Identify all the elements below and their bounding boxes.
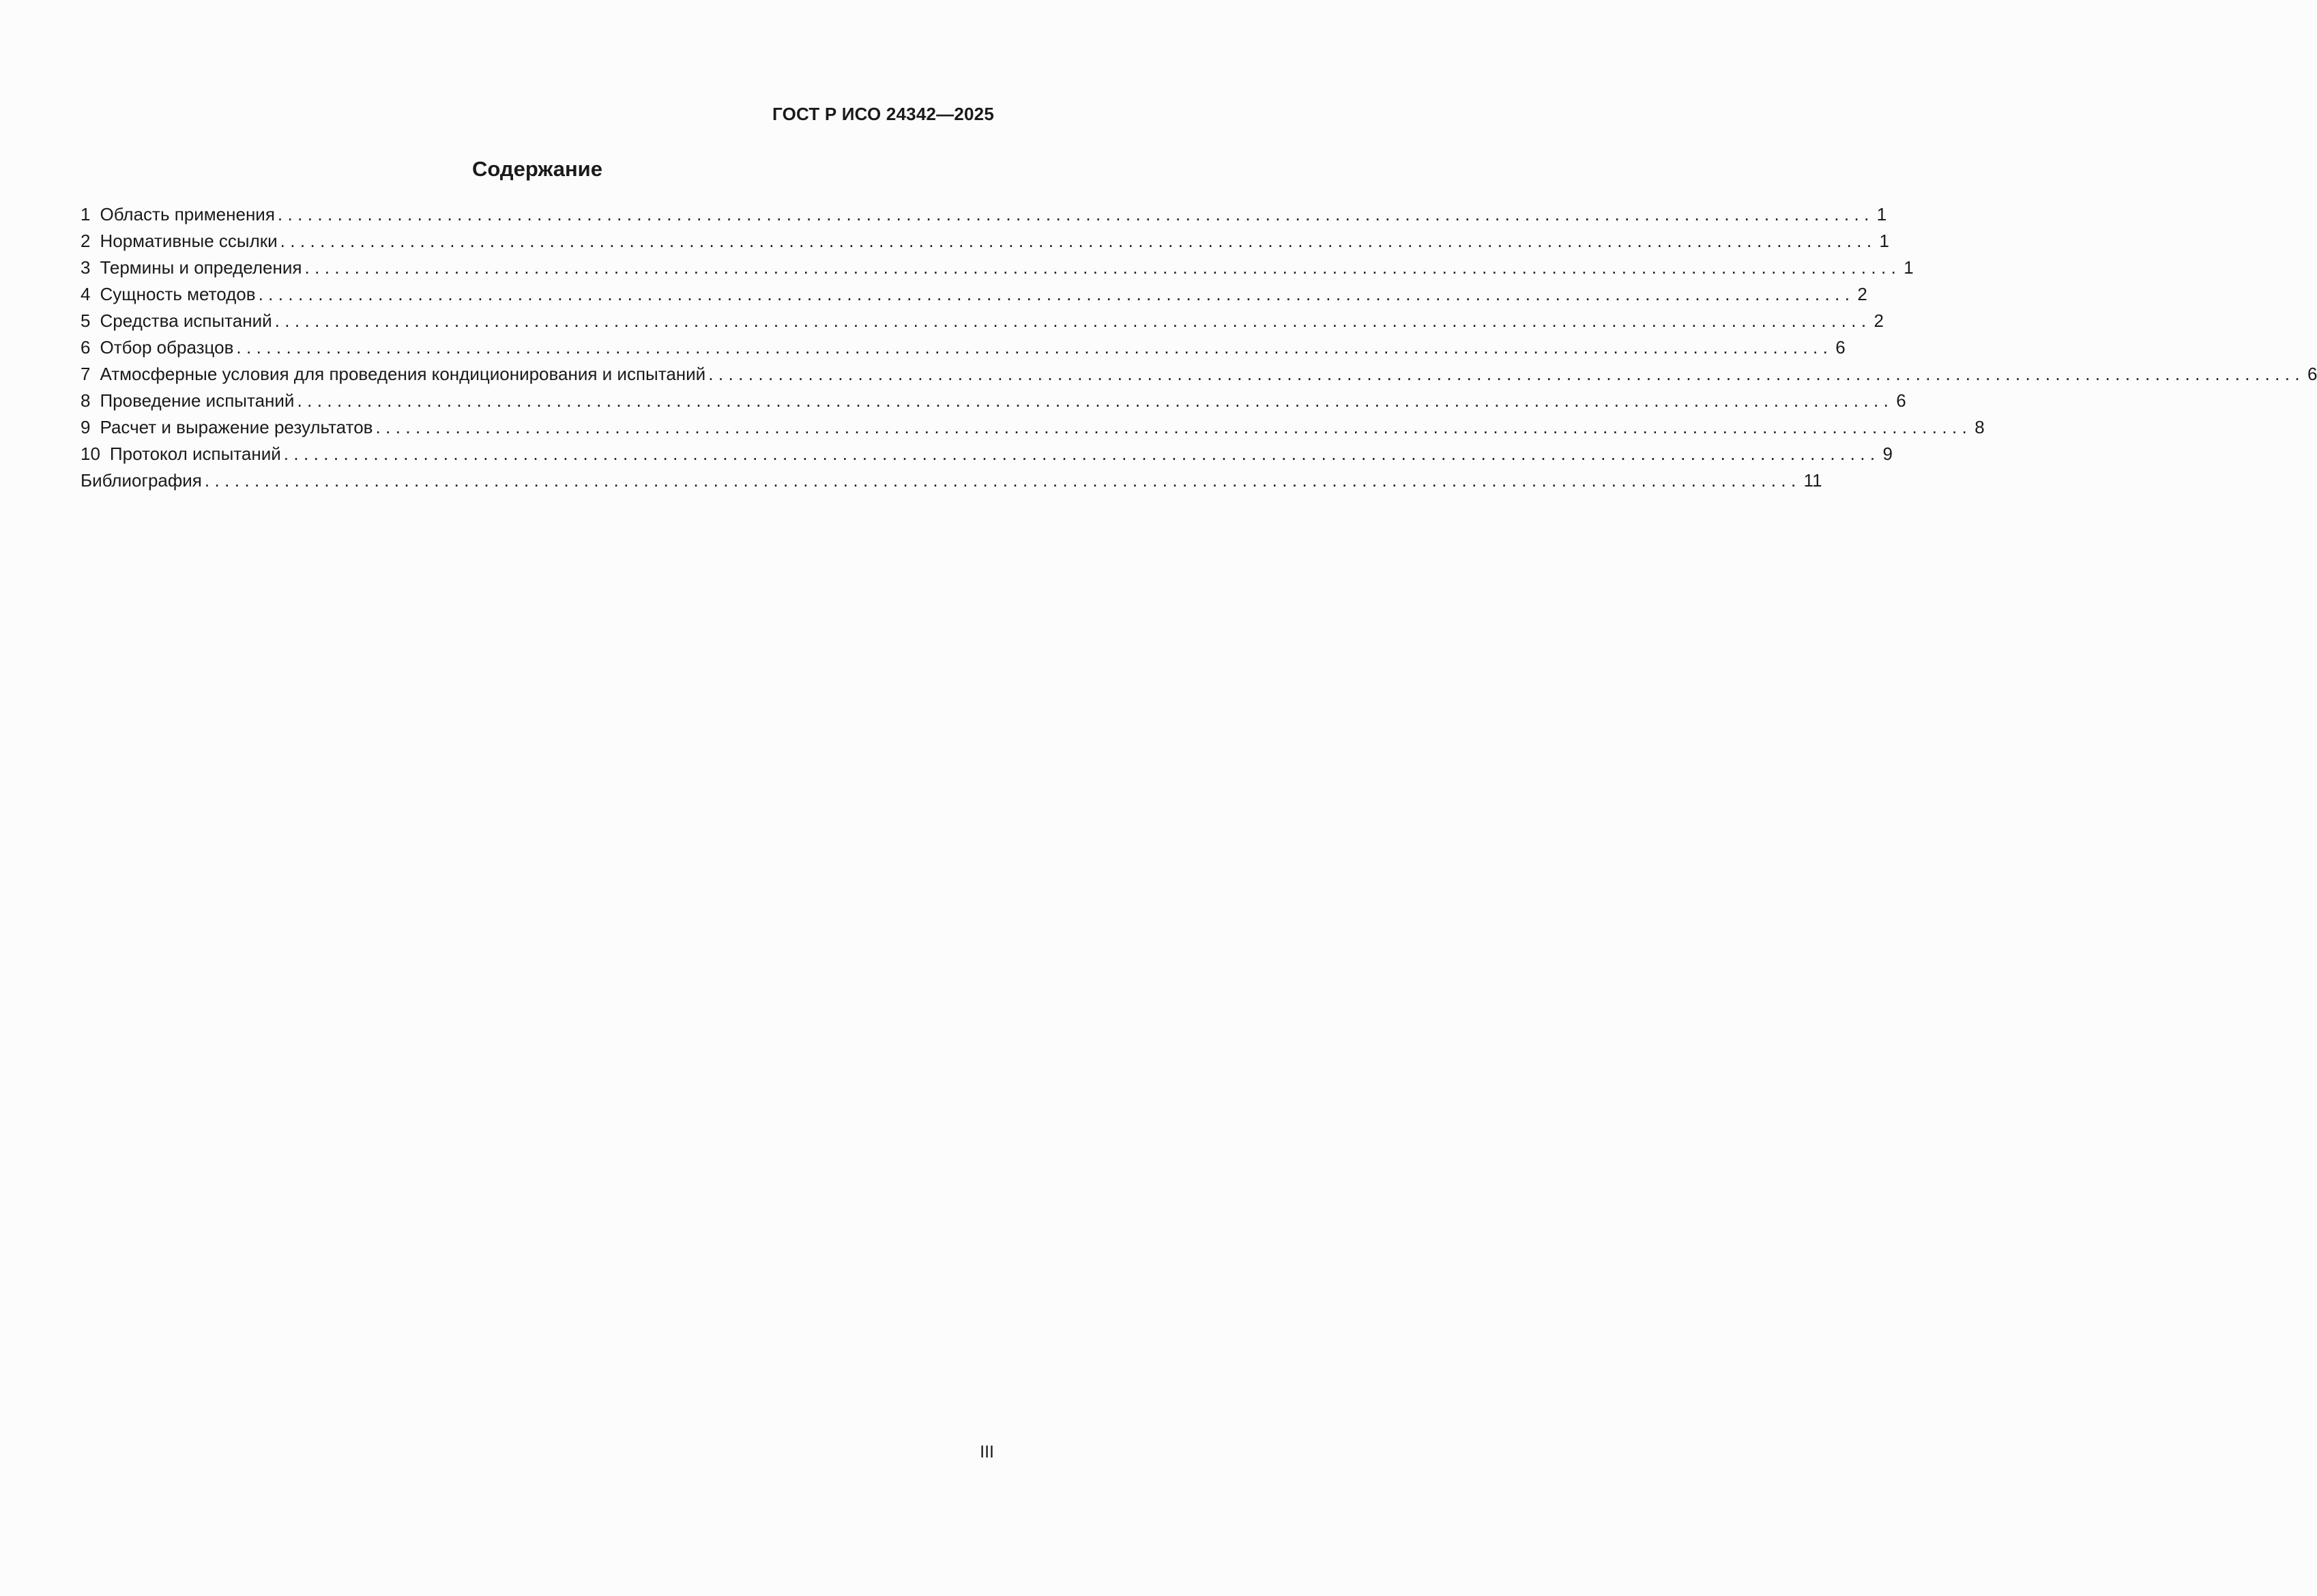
dot-leader: ................................................................................................................................................................: [280, 231, 1877, 251]
toc-entry-label: Термины и определения: [100, 257, 302, 278]
dot-leader: ................................................................................................................................................................: [708, 364, 2305, 384]
toc-entry[interactable]: [81, 308, 1884, 334]
toc-entry[interactable]: [81, 441, 1893, 467]
page-number: III: [980, 1442, 994, 1462]
toc-entry-label: Сущность методов: [100, 284, 256, 304]
toc-entry-number: 1: [81, 204, 91, 224]
toc-entry-label: Расчет и выражение результатов: [100, 417, 373, 437]
dot-leader: ................................................................................................................................................................: [304, 257, 1901, 278]
toc-entry-number: 7: [81, 364, 91, 384]
toc-entry[interactable]: [81, 414, 1985, 441]
toc-entry-page: 6: [1896, 390, 1906, 411]
dot-leader: ................................................................................................................................................................: [283, 444, 1880, 464]
toc-entry-label: Библиография: [81, 470, 202, 491]
dot-leader: ................................................................................................................................................................: [375, 417, 1972, 437]
toc-entry[interactable]: [81, 228, 1889, 255]
toc-entry-page: 1: [1904, 257, 1914, 278]
toc-entry[interactable]: [81, 281, 1867, 308]
dot-leader: ................................................................................................................................................................: [274, 310, 1871, 331]
toc-title: Содержание: [472, 157, 602, 181]
dot-leader: ................................................................................................................................................................: [297, 390, 1894, 411]
toc-entry-label: Атмосферные условия для проведения кондиционирования и испытаний: [100, 364, 706, 384]
toc-entry-number: 2: [81, 231, 91, 251]
toc-entry-number: 10: [81, 444, 100, 464]
toc-entry[interactable]: [81, 388, 1906, 414]
toc-entry-label: Протокол испытаний: [109, 444, 281, 464]
toc-entry-number: 8: [81, 390, 91, 411]
toc-entry-number: 6: [81, 337, 91, 358]
toc-entry-number: 5: [81, 310, 91, 331]
toc-entry-number: 4: [81, 284, 91, 304]
toc-entry-page: 6: [2307, 364, 2317, 384]
toc-entry-label: Проведение испытаний: [100, 390, 295, 411]
toc-entry-label: Отбор образцов: [100, 337, 234, 358]
table-of-contents: [81, 201, 2317, 494]
toc-entry-label: Нормативные ссылки: [100, 231, 278, 251]
dot-leader: ................................................................................................................................................................: [204, 470, 1801, 491]
toc-entry-page: 2: [1857, 284, 1867, 304]
dot-leader: ................................................................................................................................................................: [277, 204, 1874, 224]
toc-entry-page: 1: [1876, 204, 1887, 224]
toc-entry-page: 6: [1835, 337, 1846, 358]
toc-entry-page: 8: [1974, 417, 1985, 437]
toc-entry-page: 11: [1803, 470, 1822, 491]
toc-entry-number: 3: [81, 257, 91, 278]
toc-entry-page: 9: [1882, 444, 1893, 464]
toc-entry[interactable]: [81, 255, 1914, 281]
toc-entry-page: 2: [1874, 310, 1884, 331]
dot-leader: ................................................................................................................................................................: [236, 337, 1833, 358]
document-designation: ГОСТ Р ИСО 24342—2025: [772, 104, 994, 124]
toc-entry-number: 9: [81, 417, 91, 437]
toc-entry[interactable]: [81, 334, 1846, 361]
toc-entry-page: 1: [1879, 231, 1889, 251]
toc-entry[interactable]: [81, 361, 2317, 388]
toc-entry-label: Область применения: [100, 204, 275, 224]
toc-entry[interactable]: [81, 201, 1887, 228]
toc-entry-bibliography[interactable]: [81, 467, 1822, 494]
toc-entry-label: Средства испытаний: [100, 310, 272, 331]
dot-leader: ................................................................................................................................................................: [258, 284, 1855, 304]
